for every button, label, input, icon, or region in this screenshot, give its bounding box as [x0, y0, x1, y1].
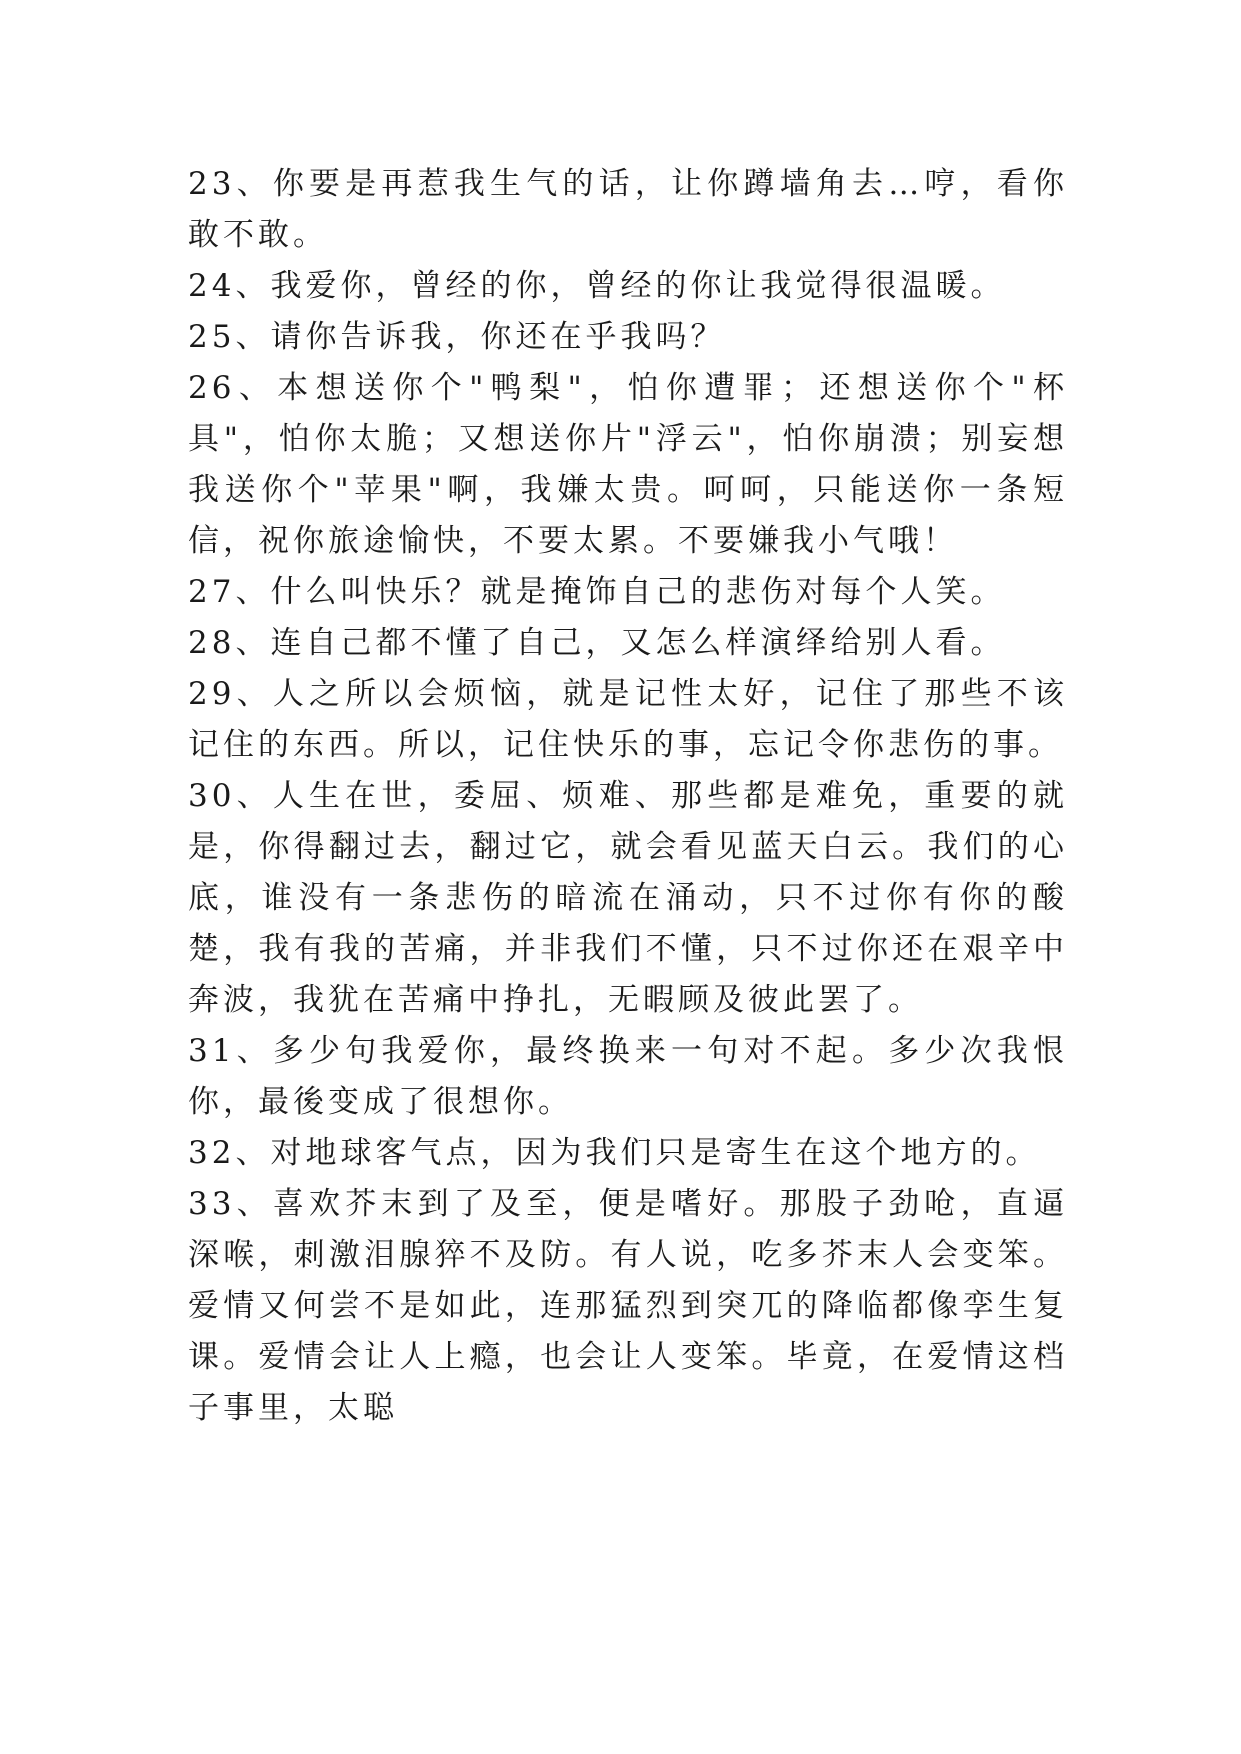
paragraph-32: 32、对地球客气点，因为我们只是寄生在这个地方的。 [188, 1135, 1041, 1171]
paragraph-27: 27、什么叫快乐？就是掩饰自己的悲伤对每个人笑。 [188, 574, 1006, 610]
paragraph-23: 23、你要是再惹我生气的话，让你蹲墙角去…哼，看你敢不敢。 [188, 166, 1068, 253]
document-body [188, 159, 1068, 1434]
paragraph-31: 31、多少句我爱你，最终换来一句对不起。多少次我恨你，最後变成了很想你。 [188, 1033, 1068, 1120]
paragraph-30: 30、人生在世，委屈、烦难、那些都是难免，重要的就是，你得翻过去，翻过它，就会看见蓝天白云。我们的心底，谁没有一条悲伤的暗流在涌动，只不过你有你的酸楚，我有我的苦痛，并非我们不懂，只不过你还在艰辛中奔波，我犹在苦痛中挣扎，无暇顾及彼此罢了。 [188, 778, 1068, 1018]
paragraph-33: 33、喜欢芥末到了及至，便是嗜好。那股子劲呛，直逼深喉，刺激泪腺猝不及防。有人说，吃多芥末人会变笨。爱情又何尝不是如此，连那猛烈到突兀的降临都像孪生复课。爱情会让人上瘾，也会让人变笨。毕竟，在爱情这档子事里，太聪 [188, 1186, 1068, 1426]
paragraph-28: 28、连自己都不懂了自己，又怎么样演绎给别人看。 [188, 625, 1006, 661]
paragraph-26: 26、本想送你个"鸭梨"，怕你遭罪；还想送你个"杯具"，怕你太脆；又想送你片"浮云"，怕你崩溃；别妄想我送你个"苹果"啊，我嫌太贵。呵呵，只能送你一条短信，祝你旅途愉快，不要太累。不要嫌我小气哦！ [188, 370, 1068, 559]
paragraph-24: 24、我爱你，曾经的你，曾经的你让我觉得很温暖。 [188, 268, 1006, 304]
paragraph-29: 29、人之所以会烦恼，就是记性太好，记住了那些不该记住的东西。所以，记住快乐的事，忘记令你悲伤的事。 [188, 676, 1068, 763]
paragraph-25: 25、请你告诉我，你还在乎我吗？ [188, 319, 726, 355]
